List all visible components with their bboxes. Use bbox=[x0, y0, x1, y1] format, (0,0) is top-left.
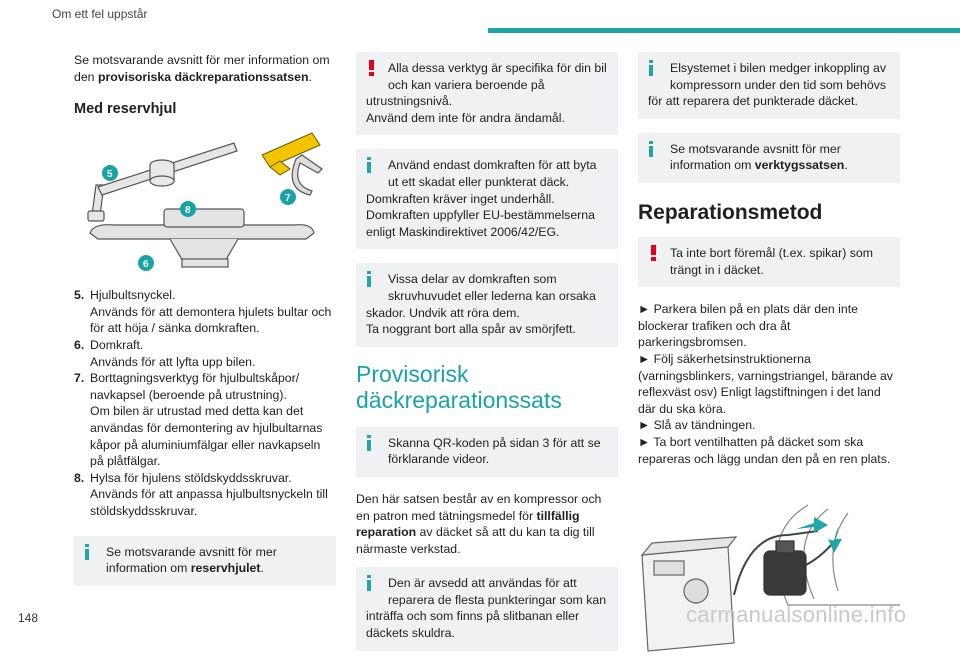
intro-paragraph: Se motsvarande avsnitt för mer information om den provisoriska däckreparationssatsen. bbox=[74, 53, 330, 84]
page-number: 148 bbox=[18, 611, 39, 625]
section-heading-repair-kit: Provisorisk däckreparationssats bbox=[356, 360, 562, 413]
tool-list bbox=[74, 287, 336, 519]
step-4: ► Ta bort ventilhatten på däcket som ska repareras och lägg undan den på en ren plats. bbox=[638, 434, 891, 466]
callout-label-6: 6 bbox=[143, 259, 149, 271]
info-icon bbox=[647, 60, 661, 76]
kit-description: Den här satsen består av en kompressor och en patron med tätningsmedel för tillfällig reparation av däcket så att du kan ta dig till närmaste verkstad. bbox=[356, 491, 602, 556]
section-title: Om ett fel uppstår bbox=[52, 7, 148, 21]
step-1: ► Parkera bilen på en plats där den inte blockerar trafiken och dra åt parkeringsbromsen. bbox=[638, 302, 858, 350]
info-note-toolkit: Se motsvarande avsnitt för mer information om verktygssatsen. bbox=[638, 133, 900, 183]
info-icon bbox=[365, 157, 379, 173]
intro-bold-link: provisoriska däckreparationssatsen bbox=[97, 69, 309, 84]
list-item: 5. Hjulbultsnyckel. Används för att demontera hjulets bultar och för att höja / sänka domkraften. bbox=[74, 288, 332, 336]
compressor-illustration bbox=[638, 495, 900, 655]
warning-icon bbox=[647, 245, 661, 261]
step-2: ► Följ säkerhetsinstruktionerna (varningsblinkers, varningstriangel, bärande av reflexväst osv) Enligt lagstiftningen i det land där du ska köra. bbox=[638, 351, 893, 416]
list-item: 8. Hylsa för hjulens stöldskyddsskruvar. Används för att anpassa hjulbultsnyckeln till stöldskyddsskruvar. bbox=[74, 470, 328, 518]
callout-label-7: 7 bbox=[285, 193, 291, 205]
info-note-spare-wheel: Se motsvarande avsnitt för mer information om reservhjulet. bbox=[74, 536, 336, 586]
heading-spare-wheel: Med reservhjul bbox=[74, 101, 177, 118]
column-right bbox=[638, 52, 900, 655]
heading-repair-method: Reparationsmetod bbox=[638, 200, 823, 224]
info-icon bbox=[365, 271, 379, 287]
info-icon bbox=[365, 435, 379, 451]
callout-label-8: 8 bbox=[185, 205, 191, 217]
header-accent-bar bbox=[488, 28, 960, 33]
info-note-electrical: Elsystemet i bilen medger inkoppling av kompressorn under den tid som behövs för att reparera det punkterade däcket. bbox=[638, 52, 900, 119]
column-middle bbox=[356, 52, 618, 665]
step-3: ► Slå av tändningen. bbox=[638, 418, 756, 433]
arrow-icon bbox=[796, 517, 842, 553]
info-note-punctures: Den är avsedd att användas för att reparera de flesta punkteringar som kan inträffa och som finns på slitbanan eller däckets skuldra. bbox=[356, 567, 618, 650]
tools-illustration bbox=[74, 125, 336, 275]
compressor-icon bbox=[642, 537, 736, 651]
info-note-jack: Använd endast domkraften för att byta ut ett skadat eller punkterat däck. Domkraften kräver inget underhåll. Domkraften uppfyller EU-bestämmelserna enligt Maskindirektivet 2006/42/EG. bbox=[356, 149, 618, 249]
warning-icon bbox=[365, 60, 379, 76]
hook-tool-icon bbox=[292, 155, 322, 195]
sealant-cartridge-icon bbox=[764, 541, 806, 595]
warning-note-objects: Ta inte bort föremål (t.ex. spikar) som trängt in i däcket. bbox=[638, 237, 900, 287]
list-item: 6. Domkraft. Används för att lyfta upp bilen. bbox=[74, 337, 256, 369]
jack-icon bbox=[90, 209, 314, 267]
warning-note-tools: Alla dessa verktyg är specifika för din bil och kan variera beroende på utrustningsnivå. Använd dem inte för andra ändamål. bbox=[356, 52, 618, 135]
info-icon bbox=[647, 141, 661, 157]
info-icon bbox=[83, 544, 97, 560]
callout-label-5: 5 bbox=[107, 169, 113, 181]
info-icon bbox=[365, 575, 379, 591]
column-left bbox=[74, 52, 336, 600]
socket-icon bbox=[150, 160, 174, 186]
list-item: 7. Borttagningsverktyg för hjulbultskåpor/ navkapsel (beroende på utrustning). Om bilen är utrustad med detta kan det användas för demontering av hjulbultarnas kåpor på aluminiumfälgar eller navkapseln på plåtfälgar. bbox=[74, 371, 323, 469]
info-note-qr: Skanna QR-koden på sidan 3 för att se förklarande videor. bbox=[356, 427, 618, 477]
watermark: carmanualsonline.info bbox=[686, 602, 907, 627]
info-note-grease: Vissa delar av domkraften som skruvhuvudet eller lederna kan orsaka skador. Undvik att röra dem. Ta noggrant bort alla spår av smörjfett. bbox=[356, 263, 618, 346]
